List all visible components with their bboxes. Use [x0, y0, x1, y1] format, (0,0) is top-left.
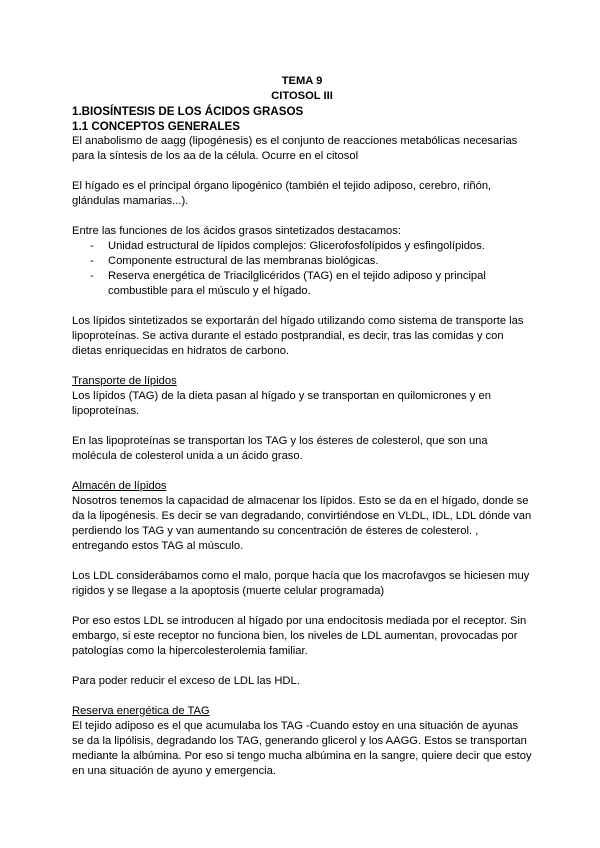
heading-reserva: Reserva energética de TAG [72, 705, 210, 717]
subsection-title: 1.1 CONCEPTOS GENERALES [72, 120, 240, 133]
heading-transporte: Transporte de lípidos [72, 375, 177, 387]
paragraph-transporte-1: Los lípidos (TAG) de la dieta pasan al hígado y se transportan en quilomicrones y en lipoproteínas. [72, 390, 491, 417]
paragraph-almacen-1: Nosotros tenemos la capacidad de almacenar los lípidos. Esto se da en el hígado, donde se da la lipogénesis. Es decir se van degradando, convirtiéndose en VLDL, IDL, LDL dónde van perdiendo los TAG y van aumentando su concentración de ésteres de colesterol. , entregando estos TAG al músculo. [72, 495, 532, 552]
list-item: - Componente estructural de las membranas biológicas. [86, 254, 532, 269]
paragraph-exportacion: Los lípidos sintetizados se exportarán del hígado utilizando como sistema de transporte las lipoproteínas. Se activa durante el estado postprandial, es decir, tras las comidas y con dietas enriquecidas en hidratos de carbono. [72, 315, 524, 357]
paragraph-almacen-2: Los LDL considerábamos como el malo, porque hacía que los macrofavgos se hiciesen muy rigidos y se llegase a la apoptosis (muerte celular programada) [72, 570, 530, 597]
paragraph-funciones: Entre las funciones de los ácidos grasos sintetizados destacamos: [72, 225, 401, 237]
paragraph-lipogenesis: El anabolismo de aagg (lipogénesis) es el conjunto de reacciones metabólicas necesarias para la síntesis de los aa de la célula. Ocurre en el citosol [72, 135, 518, 162]
paragraph-transporte-2: En las lipoproteínas se transportan los TAG y los ésteres de colesterol, que son una molécula de colesterol unida a un ácido graso. [72, 435, 488, 462]
paragraph-almacen-3: Por eso estos LDL se introducen al hígado por una endocitosis mediada por el receptor. Sin embargo, si este receptor no funciona bien, los niveles de LDL aumentan, provocadas por patologías como la hipercolesterolemia familiar. [72, 615, 527, 657]
document-content [72, 74, 532, 779]
list-item: - Reserva energética de Triacilglicéridos (TAG) en el tejido adiposo y principal combustible para el músculo y el hígado. [86, 269, 532, 299]
heading-almacen: Almacén de lípidos [72, 480, 167, 492]
tema-title: TEMA 9 [281, 75, 323, 87]
citosol-title: CITOSOL III [271, 90, 333, 102]
paragraph-reserva: El tejido adiposo es el que acumulaba los TAG -Cuando estoy en una situación de ayunas se da la lipólisis, degradando los TAG, generando glicerol y los AAGG. Estos se transportan mediante la albúmina. Por eso si tengo mucha albúmina en la sangre, quiere decir que estoy en una situación de ayuno y emergencia. [72, 720, 532, 777]
funciones-list [72, 239, 532, 299]
list-item: - Unidad estructural de lípidos complejos: Glicerofosfolípidos y esfingolípidos. [86, 239, 532, 254]
paragraph-almacen-4: Para poder reducir el exceso de LDL las HDL. [72, 675, 300, 687]
paragraph-higado: El hígado es el principal órgano lipogénico (también el tejido adiposo, cerebro, riñón, glándulas mamarias...). [72, 180, 492, 207]
section-title: 1.BIOSÍNTESIS DE LOS ÁCIDOS GRASOS [72, 105, 304, 118]
